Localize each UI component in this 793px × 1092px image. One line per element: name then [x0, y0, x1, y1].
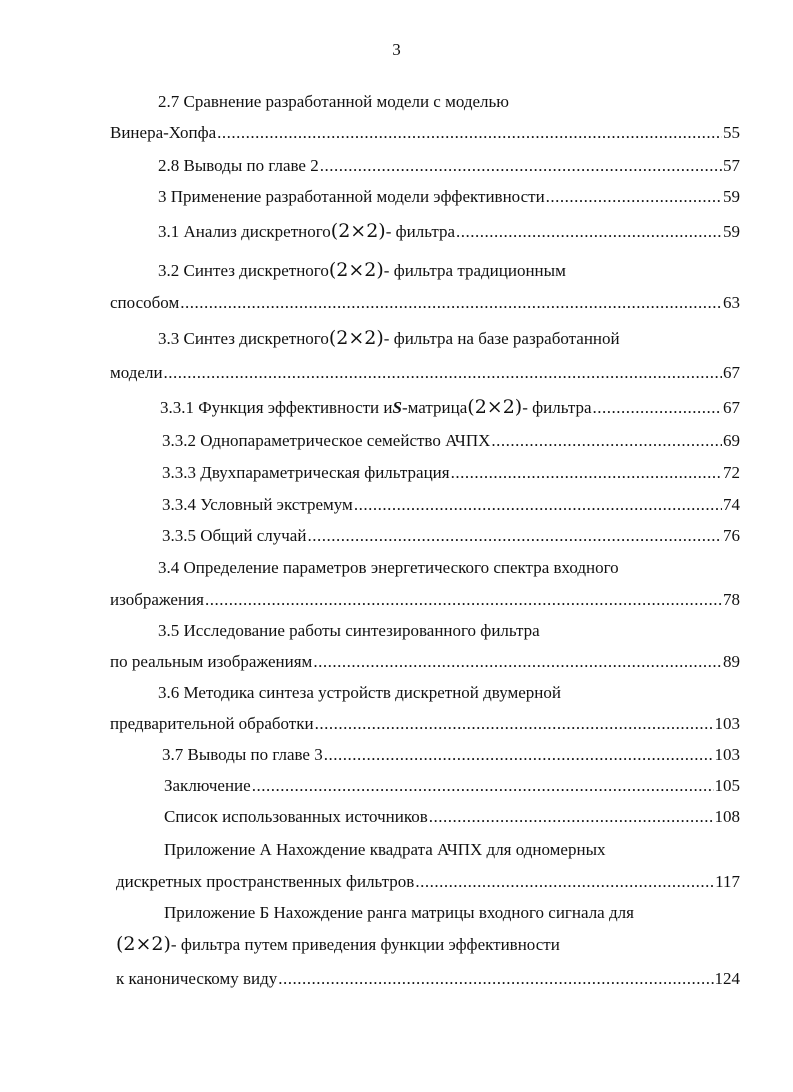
toc-entry-3-3-1: 3.3.1 Функция эффективности и S -матрица (2×2) - фильтра ..... 67: [160, 394, 740, 420]
dot-leader: [278, 966, 713, 992]
toc-page-number: 103: [714, 745, 740, 764]
toc-page-number: 55: [723, 123, 740, 142]
dot-leader: [307, 523, 722, 549]
toc-entry-3-3-5: 3.3.5 Общий случай ..... 76: [162, 523, 740, 549]
toc-entry-3-3-4: 3.3.4 Условный экстремум ..... 74: [162, 492, 740, 518]
toc-page-number: 74: [723, 495, 740, 514]
dot-leader: [320, 153, 722, 179]
toc-entry-3-2-title: 3.2 Синтез дискретного (2×2) - фильтра традиционным: [158, 259, 566, 281]
dot-leader: [456, 219, 722, 245]
dot-leader: [593, 395, 723, 421]
toc-entry-3-7: 3.7 Выводы по главе 3 ..... 103: [162, 742, 740, 768]
toc-page-number: 117: [715, 872, 740, 891]
s-matrix-symbol: S: [392, 398, 402, 417]
toc-entry-3-4: изображения ..... 78: [110, 587, 740, 613]
toc-page-number: 69: [723, 431, 740, 450]
toc-entry-3-2: способом ..... 63: [110, 290, 740, 316]
dot-leader: [429, 804, 714, 830]
dot-leader: [491, 428, 722, 454]
formula-2x2: (2×2): [328, 259, 384, 281]
toc-page-number: 72: [723, 463, 740, 482]
toc-entry-3-3-3: 3.3.3 Двухпараметрическая фильтрация ..... 72: [162, 460, 740, 486]
toc-entry-3-6: предварительной обработки ..... 103: [110, 711, 740, 737]
toc-page-number: 105: [714, 776, 740, 795]
dot-leader: [164, 360, 722, 386]
toc-entry-3: 3 Применение разработанной модели эффективности ..... 59: [158, 184, 740, 210]
formula-2x2: (2×2): [467, 396, 523, 418]
toc-page-number: 108: [714, 807, 740, 826]
dot-leader: [252, 773, 714, 799]
toc-entry-2-7: Винера-Хопфа ..... 55: [110, 120, 740, 146]
toc-page-number: 59: [723, 222, 740, 241]
dot-leader: [324, 742, 714, 768]
toc-page-number: 63: [723, 293, 740, 312]
toc-page-number: 76: [723, 526, 740, 545]
toc-entry-3-5-title: 3.5 Исследование работы синтезированного фильтра: [158, 621, 540, 640]
toc-entry-3-6-title: 3.6 Методика синтеза устройств дискретной двумерной: [158, 683, 562, 702]
toc-entry-3-3: модели ..... 67: [110, 360, 740, 386]
toc-entry-references: Список использованных источников ..... 108: [164, 804, 740, 830]
toc-entry-2-7-title: 2.7 Сравнение разработанной модели с моделью: [158, 92, 509, 111]
toc-entry-appendix-b-title: Приложение Б Нахождение ранга матрицы входного сигнала для: [164, 903, 634, 922]
dot-leader: [451, 460, 722, 486]
formula-2x2: (2×2): [330, 220, 386, 242]
dot-leader: [217, 120, 722, 146]
toc-page-number: 89: [723, 652, 740, 671]
toc-entry-3-3-2: 3.3.2 Однопараметрическое семейство АЧПХ ..... 69: [162, 428, 740, 454]
dot-leader: [313, 649, 722, 675]
toc-page-number: 59: [723, 187, 740, 206]
toc-entry-3-4-title: 3.4 Определение параметров энергетического спектра входного: [158, 558, 619, 577]
toc-entry-3-3-title: 3.3 Синтез дискретного (2×2) - фильтра на базе разработанной: [158, 327, 620, 349]
dot-leader: [415, 869, 714, 895]
toc-entry-3-5: по реальным изображениям ..... 89: [110, 649, 740, 675]
toc-entry-2-8: 2.8 Выводы по главе 2 ..... 57: [158, 153, 740, 179]
formula-2x2: (2×2): [328, 327, 384, 349]
dot-leader: [205, 587, 722, 613]
toc-page-number: 78: [723, 590, 740, 609]
dot-leader: [180, 290, 722, 316]
toc-entry-appendix-a-title: Приложение А Нахождение квадрата АЧПХ для одномерных: [164, 840, 606, 859]
toc-entry-appendix-b: к каноническому виду ..... 124: [116, 966, 740, 992]
toc-entry-appendix-b-line2: (2×2) - фильтра путем приведения функции эффективности: [116, 933, 560, 955]
toc-page-number: 67: [723, 398, 740, 417]
dot-leader: [315, 711, 714, 737]
toc-entry-3-1: 3.1 Анализ дискретного (2×2) - фильтра ..... 59: [158, 218, 740, 244]
toc-entry-conclusion: Заключение ..... 105: [164, 773, 740, 799]
dot-leader: [354, 492, 722, 518]
formula-2x2: (2×2): [116, 933, 171, 955]
toc-page-number: 103: [714, 714, 740, 733]
toc-page-number: 67: [723, 363, 740, 382]
dot-leader: [546, 184, 722, 210]
page-number: 3: [392, 40, 401, 59]
toc-page-number: 124: [714, 969, 740, 988]
toc-entry-appendix-a: дискретных пространственных фильтров ..... 117: [116, 869, 740, 895]
toc-page-number: 57: [723, 156, 740, 175]
